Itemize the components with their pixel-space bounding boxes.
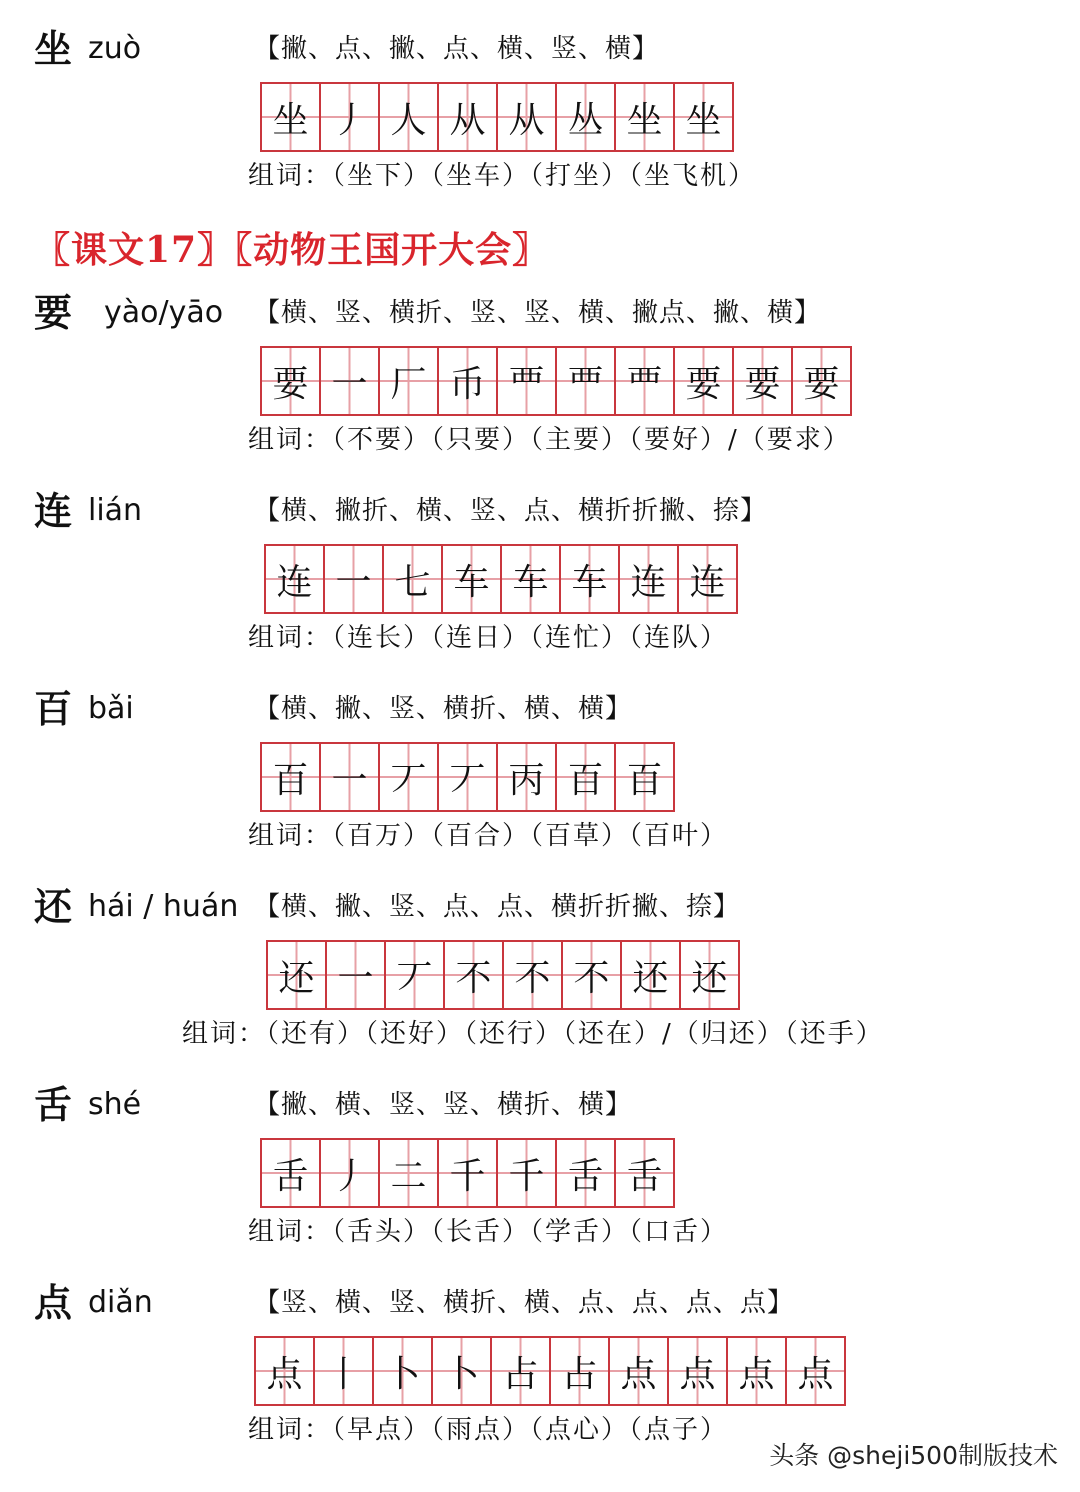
grid-cell: 舌 bbox=[262, 1140, 321, 1206]
word-examples: 组词：（坐下）（坐车）（打坐）（坐飞机） bbox=[248, 161, 757, 191]
word-examples: 组词：（舌头）（长舌）（学舌）（口舌） bbox=[248, 1217, 729, 1247]
stroke-grid bbox=[260, 82, 734, 152]
grid-cell: 舌 bbox=[616, 1140, 673, 1206]
grid-cell: 一 bbox=[321, 744, 380, 810]
grid-cell: 币 bbox=[439, 348, 498, 414]
grid-cell: 点 bbox=[669, 1338, 728, 1404]
grid-cell: 不 bbox=[563, 942, 622, 1008]
grid-cell: 坐 bbox=[616, 84, 675, 150]
grid-cell: 要 bbox=[734, 348, 793, 414]
stroke-grid bbox=[264, 544, 738, 614]
grid-cell: 一 bbox=[327, 942, 386, 1008]
grid-cell: 占 bbox=[551, 1338, 610, 1404]
grid-cell: 要 bbox=[675, 348, 734, 414]
grid-cell: 厂 bbox=[380, 348, 439, 414]
grid-cell: 一 bbox=[325, 546, 384, 612]
grid-cell: 连 bbox=[679, 546, 736, 612]
entry-character: 点 bbox=[34, 1280, 73, 1325]
stroke-grid bbox=[266, 940, 740, 1010]
grid-cell: 千 bbox=[439, 1140, 498, 1206]
grid-cell: 舌 bbox=[557, 1140, 616, 1206]
grid-cell: 百 bbox=[616, 744, 673, 810]
grid-cell: 不 bbox=[504, 942, 563, 1008]
entry-character: 还 bbox=[34, 884, 73, 929]
stroke-order-text: 【撇、横、竖、竖、横折、横】 bbox=[254, 1090, 633, 1120]
grid-cell: 从 bbox=[439, 84, 498, 150]
grid-cell: 坐 bbox=[262, 84, 321, 150]
grid-cell: 丙 bbox=[498, 744, 557, 810]
grid-cell: 从 bbox=[498, 84, 557, 150]
grid-cell: 卜 bbox=[433, 1338, 492, 1404]
stroke-grid bbox=[260, 742, 675, 812]
stroke-grid bbox=[260, 1138, 675, 1208]
entry-pinyin: bǎi bbox=[88, 691, 134, 726]
grid-cell: 二 bbox=[380, 1140, 439, 1206]
grid-cell: 丿 bbox=[321, 1140, 380, 1206]
watermark: 头条 @sheji500制版技术 bbox=[769, 1441, 1058, 1470]
word-examples: 组词：（早点）（雨点）（点心）（点子） bbox=[248, 1415, 729, 1445]
grid-cell: 要 bbox=[262, 348, 321, 414]
grid-cell: 千 bbox=[498, 1140, 557, 1206]
stroke-order-text: 【横、撇、竖、点、点、横折折撇、捺】 bbox=[254, 892, 741, 922]
word-examples: 组词：（百万）（百合）（百草）（百叶） bbox=[248, 821, 729, 851]
grid-cell: 丆 bbox=[439, 744, 498, 810]
entry-character: 舌 bbox=[34, 1082, 73, 1127]
grid-cell: 丛 bbox=[557, 84, 616, 150]
grid-cell: 车 bbox=[443, 546, 502, 612]
grid-cell: 坐 bbox=[675, 84, 732, 150]
stroke-order-text: 【竖、横、竖、横折、横、点、点、点、点】 bbox=[254, 1288, 795, 1318]
grid-cell: 覀 bbox=[557, 348, 616, 414]
grid-cell: 丿 bbox=[321, 84, 380, 150]
entry-pinyin: hái / huán bbox=[88, 889, 239, 924]
grid-cell: 点 bbox=[256, 1338, 315, 1404]
grid-cell: 百 bbox=[262, 744, 321, 810]
stroke-order-text: 【撇、点、撇、点、横、竖、横】 bbox=[254, 34, 660, 64]
word-examples: 组词：（不要）（只要）（主要）（要好）/（要求） bbox=[248, 425, 851, 455]
entry-character: 连 bbox=[34, 488, 73, 533]
grid-cell: 丆 bbox=[386, 942, 445, 1008]
stroke-grid bbox=[254, 1336, 846, 1406]
word-examples: 组词：（还有）（还好）（还行）（还在）/（归还）（还手） bbox=[182, 1019, 884, 1049]
entry-pinyin: shé bbox=[88, 1087, 142, 1122]
grid-cell: 要 bbox=[793, 348, 850, 414]
word-examples: 组词：（连长）（连日）（连忙）（连队） bbox=[248, 623, 729, 653]
stroke-grid bbox=[260, 346, 852, 416]
stroke-order-text: 【横、撇折、横、竖、点、横折折撇、捺】 bbox=[254, 496, 768, 526]
entry-pinyin: yào/yāo bbox=[104, 295, 224, 330]
entry-pinyin: zuò bbox=[88, 31, 142, 66]
grid-cell: 七 bbox=[384, 546, 443, 612]
grid-cell: 还 bbox=[681, 942, 738, 1008]
grid-cell: 不 bbox=[445, 942, 504, 1008]
grid-cell: 一 bbox=[321, 348, 380, 414]
grid-cell: 连 bbox=[620, 546, 679, 612]
stroke-order-text: 【横、撇、竖、横折、横、横】 bbox=[254, 694, 633, 724]
grid-cell: 丆 bbox=[380, 744, 439, 810]
grid-cell: 点 bbox=[610, 1338, 669, 1404]
grid-cell: 百 bbox=[557, 744, 616, 810]
grid-cell: 卜 bbox=[374, 1338, 433, 1404]
grid-cell: 还 bbox=[622, 942, 681, 1008]
entry-pinyin: lián bbox=[88, 493, 143, 528]
lesson-title: 〖课文17〗〖动物王国开大会〗 bbox=[34, 229, 550, 271]
entry-character: 坐 bbox=[34, 26, 73, 71]
grid-cell: 还 bbox=[268, 942, 327, 1008]
grid-cell: 车 bbox=[502, 546, 561, 612]
grid-cell: 覀 bbox=[498, 348, 557, 414]
grid-cell: 人 bbox=[380, 84, 439, 150]
grid-cell: 点 bbox=[728, 1338, 787, 1404]
grid-cell: 丨 bbox=[315, 1338, 374, 1404]
grid-cell: 连 bbox=[266, 546, 325, 612]
entry-character: 要 bbox=[34, 290, 73, 335]
entry-character: 百 bbox=[34, 686, 73, 731]
grid-cell: 车 bbox=[561, 546, 620, 612]
stroke-order-text: 【横、竖、横折、竖、竖、横、撇点、撇、横】 bbox=[254, 298, 822, 328]
grid-cell: 点 bbox=[787, 1338, 844, 1404]
grid-cell: 覀 bbox=[616, 348, 675, 414]
entry-pinyin: diǎn bbox=[88, 1285, 153, 1320]
grid-cell: 占 bbox=[492, 1338, 551, 1404]
